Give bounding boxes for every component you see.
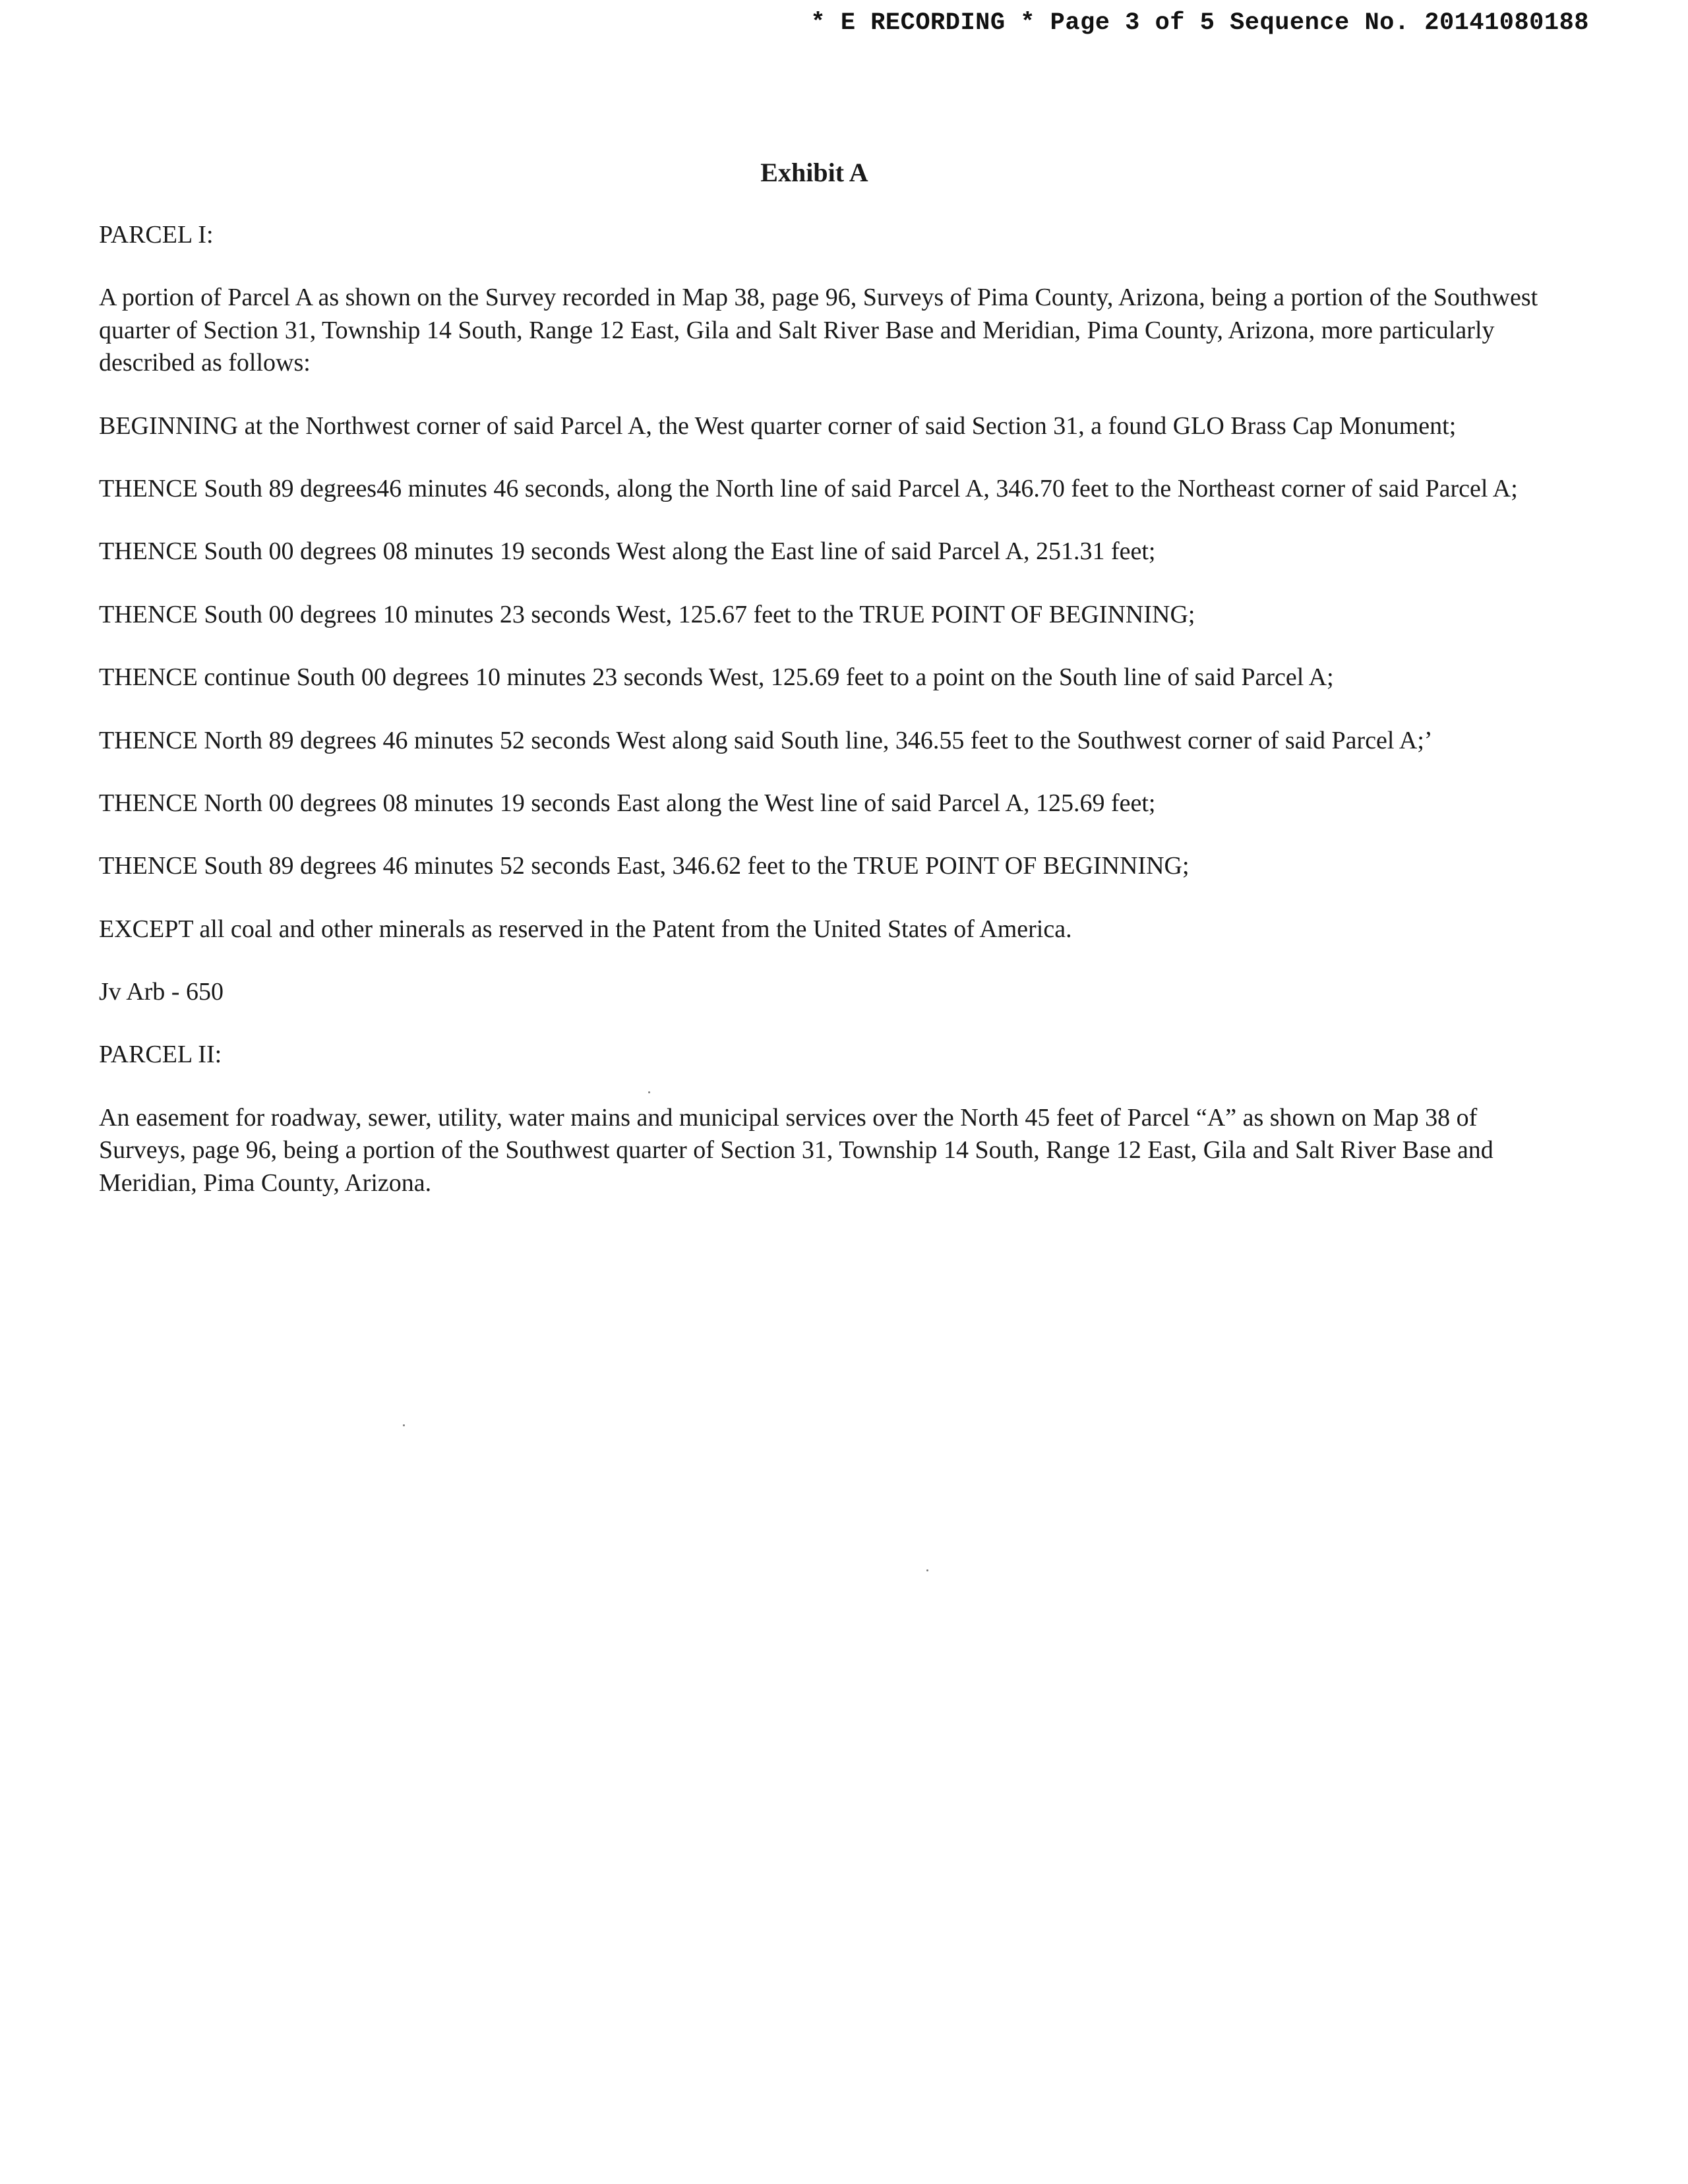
- exhibit-title: Exhibit A: [760, 158, 868, 187]
- thence-clause: THENCE South 00 degrees 08 minutes 19 seconds West along the East line of said Parcel A, 251.31 feet;: [99, 537, 1156, 566]
- recording-stamp: * E RECORDING * Page 3 of 5 Sequence No. 20141080188: [810, 9, 1589, 37]
- parcel-2-heading: PARCEL II:: [99, 1041, 222, 1069]
- reference-note: Jv Arb - 650: [99, 978, 224, 1006]
- parcel-1-heading: PARCEL I:: [99, 221, 214, 249]
- scan-speck: [403, 1424, 405, 1426]
- scan-speck: [926, 1569, 928, 1571]
- parcel-2-description: An easement for roadway, sewer, utility, water mains and municipal services over the North 45 feet of Parcel “A” as shown on Map 38 of Surveys, page 96, being a portion of the Southwest quarter of Section 31, Township 14 South, Range 12 East, Gila and Salt River Base and Meridian, Pima County, Arizona.: [99, 1103, 1493, 1197]
- parcel-1-description: A portion of Parcel A as shown on the Survey recorded in Map 38, page 96, Surveys of Pima County, Arizona, being a portion of the Southwest quarter of Section 31, Township 14 South, Range 12 East, Gila and Salt River Base and Meridian, Pima County, Arizona, more particularly described as follows:: [99, 284, 1538, 377]
- thence-clause: THENCE continue South 00 degrees 10 minutes 23 seconds West, 125.69 feet to a point on the South line of said Parcel A;: [99, 663, 1334, 692]
- thence-clause: THENCE North 00 degrees 08 minutes 19 seconds East along the West line of said Parcel A, 125.69 feet;: [99, 789, 1156, 817]
- thence-clause: THENCE North 89 degrees 46 minutes 52 seconds West along said South line, 346.55 feet to the Southwest corner of said Parcel A;’: [99, 726, 1433, 754]
- document-body: [99, 156, 1543, 1230]
- beginning-clause: BEGINNING at the Northwest corner of said Parcel A, the West quarter corner of said Section 31, a found GLO Brass Cap Monument;: [99, 411, 1457, 440]
- thence-clause: THENCE South 89 degrees46 minutes 46 seconds, along the North line of said Parcel A, 346.70 feet to the Northeast corner of said Parcel A;: [99, 474, 1518, 502]
- exception-clause: EXCEPT all coal and other minerals as reserved in the Patent from the United States of America.: [99, 915, 1072, 943]
- thence-clause: THENCE South 00 degrees 10 minutes 23 seconds West, 125.67 feet to the TRUE POINT OF BEGINNING;: [99, 600, 1195, 628]
- scan-speck: [648, 1091, 650, 1093]
- thence-clause: THENCE South 89 degrees 46 minutes 52 seconds East, 346.62 feet to the TRUE POINT OF BEGINNING;: [99, 852, 1190, 880]
